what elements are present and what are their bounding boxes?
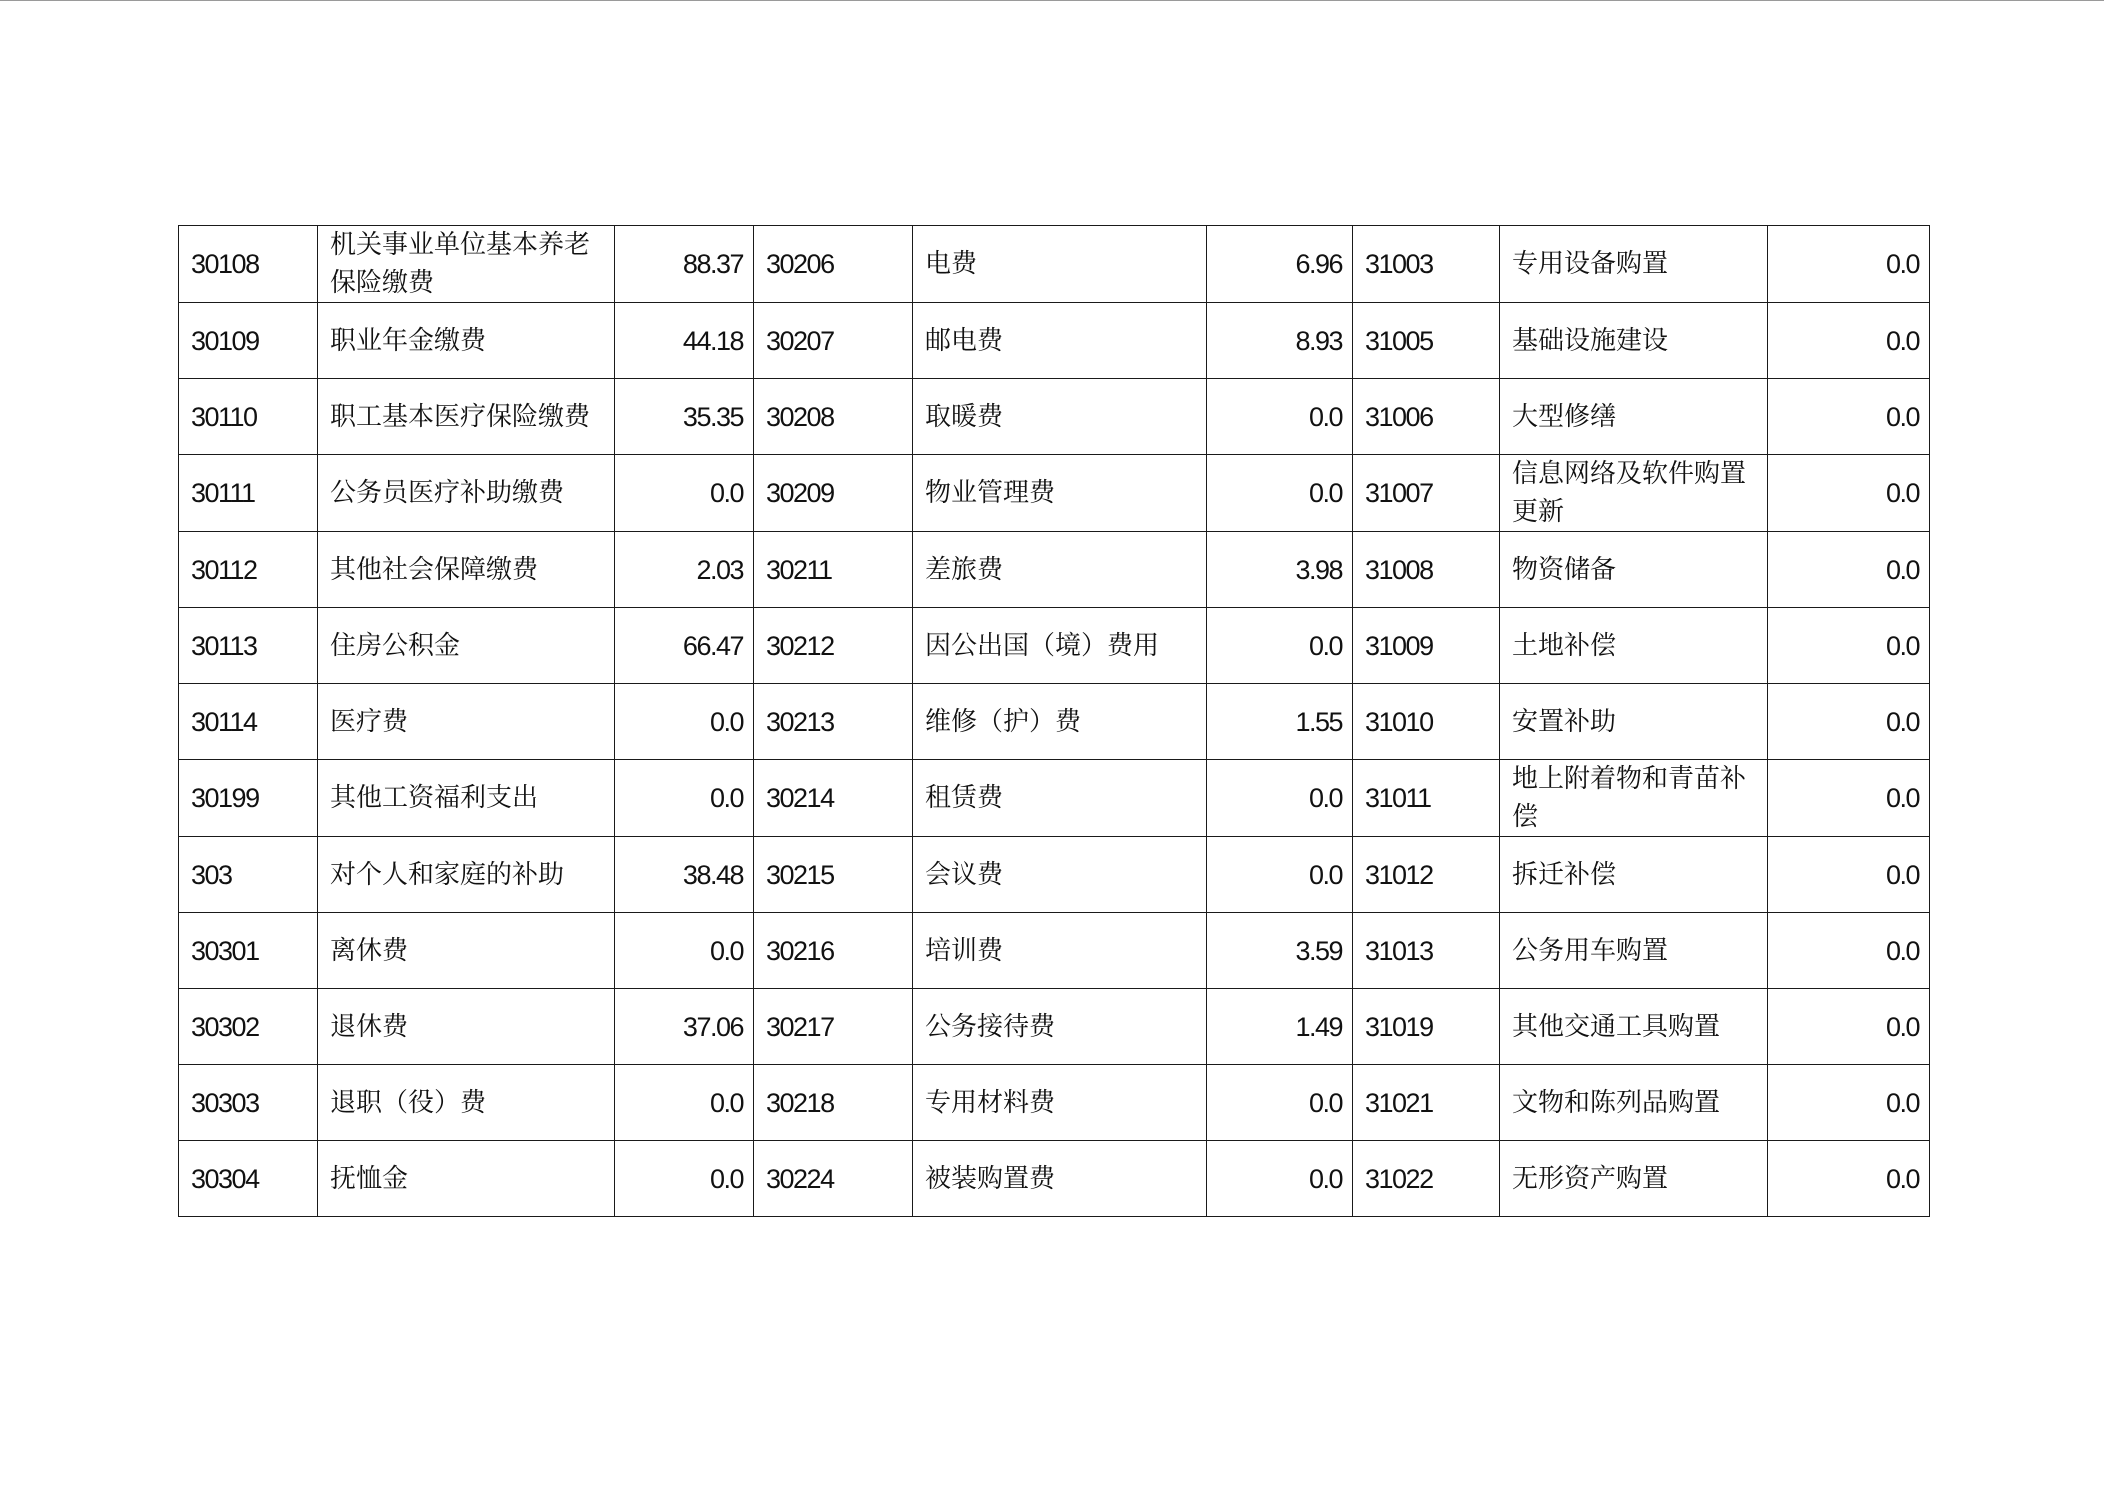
item-amount-cell: 0.0: [1207, 379, 1353, 455]
table-row: [179, 1141, 1930, 1217]
table-row: [179, 455, 1930, 532]
item-amount-cell: 0.0: [615, 913, 754, 989]
item-amount-cell: 35.35: [615, 379, 754, 455]
item-code-cell: 30217: [754, 989, 913, 1065]
item-code-cell: 30109: [179, 303, 318, 379]
item-name-cell: 租赁费: [913, 760, 1207, 837]
table-row: [179, 1065, 1930, 1141]
item-code-cell: 30112: [179, 532, 318, 608]
item-name-cell: 土地补偿: [1500, 608, 1768, 684]
item-name-cell: 公务接待费: [913, 989, 1207, 1065]
item-name-cell: 邮电费: [913, 303, 1207, 379]
item-amount-cell: 0.0: [1768, 913, 1930, 989]
item-amount-cell: 44.18: [615, 303, 754, 379]
item-amount-cell: 0.0: [1768, 1065, 1930, 1141]
item-amount-cell: 0.0: [1768, 684, 1930, 760]
item-amount-cell: 2.03: [615, 532, 754, 608]
item-name-cell: 被装购置费: [913, 1141, 1207, 1217]
table-row: [179, 837, 1930, 913]
item-code-cell: 30113: [179, 608, 318, 684]
item-name-cell: 培训费: [913, 913, 1207, 989]
item-amount-cell: 0.0: [615, 1065, 754, 1141]
item-code-cell: 30208: [754, 379, 913, 455]
item-code-cell: 31013: [1353, 913, 1500, 989]
item-name-cell: 公务用车购置: [1500, 913, 1768, 989]
item-code-cell: 31012: [1353, 837, 1500, 913]
item-code-cell: 31022: [1353, 1141, 1500, 1217]
table-row: [179, 989, 1930, 1065]
page-top-border: [0, 0, 2104, 1]
item-amount-cell: 0.0: [1768, 226, 1930, 303]
item-amount-cell: 0.0: [615, 1141, 754, 1217]
item-name-cell: 因公出国（境）费用: [913, 608, 1207, 684]
item-name-cell: 医疗费: [318, 684, 615, 760]
table-row: [179, 226, 1930, 303]
item-amount-cell: 0.0: [1768, 760, 1930, 837]
item-code-cell: 30110: [179, 379, 318, 455]
item-code-cell: 30215: [754, 837, 913, 913]
item-code-cell: 31010: [1353, 684, 1500, 760]
item-name-cell: 物业管理费: [913, 455, 1207, 532]
table-row: [179, 532, 1930, 608]
item-code-cell: 30304: [179, 1141, 318, 1217]
budget-expenditure-table: [178, 225, 1930, 1217]
item-code-cell: 31011: [1353, 760, 1500, 837]
item-code-cell: 30211: [754, 532, 913, 608]
item-name-cell: 会议费: [913, 837, 1207, 913]
item-amount-cell: 0.0: [1207, 608, 1353, 684]
item-code-cell: 31003: [1353, 226, 1500, 303]
item-name-cell: 文物和陈列品购置: [1500, 1065, 1768, 1141]
item-name-cell: 物资储备: [1500, 532, 1768, 608]
item-amount-cell: 0.0: [1207, 1065, 1353, 1141]
item-name-cell: 对个人和家庭的补助: [318, 837, 615, 913]
item-code-cell: 30213: [754, 684, 913, 760]
item-amount-cell: 0.0: [1768, 303, 1930, 379]
item-amount-cell: 0.0: [1768, 837, 1930, 913]
item-name-cell: 安置补助: [1500, 684, 1768, 760]
item-name-cell: 职业年金缴费: [318, 303, 615, 379]
item-amount-cell: 0.0: [1207, 837, 1353, 913]
item-name-cell: 公务员医疗补助缴费: [318, 455, 615, 532]
item-amount-cell: 0.0: [1207, 1141, 1353, 1217]
item-code-cell: 30224: [754, 1141, 913, 1217]
item-code-cell: 30212: [754, 608, 913, 684]
item-code-cell: 30301: [179, 913, 318, 989]
item-name-cell: 基础设施建设: [1500, 303, 1768, 379]
item-code-cell: 30218: [754, 1065, 913, 1141]
item-name-cell: 拆迁补偿: [1500, 837, 1768, 913]
item-amount-cell: 0.0: [1768, 1141, 1930, 1217]
item-code-cell: 31019: [1353, 989, 1500, 1065]
item-name-cell: 地上附着物和青苗补偿: [1500, 760, 1768, 837]
item-code-cell: 31007: [1353, 455, 1500, 532]
table-row: [179, 303, 1930, 379]
item-amount-cell: 66.47: [615, 608, 754, 684]
item-amount-cell: 0.0: [1768, 608, 1930, 684]
item-name-cell: 退职（役）费: [318, 1065, 615, 1141]
item-name-cell: 职工基本医疗保险缴费: [318, 379, 615, 455]
item-amount-cell: 0.0: [1207, 760, 1353, 837]
item-code-cell: 31005: [1353, 303, 1500, 379]
table-row: [179, 608, 1930, 684]
item-name-cell: 住房公积金: [318, 608, 615, 684]
item-amount-cell: 6.96: [1207, 226, 1353, 303]
item-code-cell: 31008: [1353, 532, 1500, 608]
item-amount-cell: 0.0: [1768, 379, 1930, 455]
item-code-cell: 30302: [179, 989, 318, 1065]
item-name-cell: 专用材料费: [913, 1065, 1207, 1141]
item-amount-cell: 38.48: [615, 837, 754, 913]
item-name-cell: 其他交通工具购置: [1500, 989, 1768, 1065]
item-amount-cell: 0.0: [1768, 455, 1930, 532]
item-code-cell: 30199: [179, 760, 318, 837]
table-body: [179, 226, 1930, 1217]
item-amount-cell: 0.0: [1768, 989, 1930, 1065]
item-code-cell: 303: [179, 837, 318, 913]
item-code-cell: 30111: [179, 455, 318, 532]
item-amount-cell: 3.59: [1207, 913, 1353, 989]
table-row: [179, 379, 1930, 455]
item-name-cell: 无形资产购置: [1500, 1141, 1768, 1217]
item-amount-cell: 1.49: [1207, 989, 1353, 1065]
item-code-cell: 31006: [1353, 379, 1500, 455]
item-code-cell: 30206: [754, 226, 913, 303]
item-name-cell: 维修（护）费: [913, 684, 1207, 760]
item-amount-cell: 0.0: [615, 455, 754, 532]
item-name-cell: 机关事业单位基本养老保险缴费: [318, 226, 615, 303]
item-amount-cell: 3.98: [1207, 532, 1353, 608]
item-name-cell: 电费: [913, 226, 1207, 303]
item-name-cell: 离休费: [318, 913, 615, 989]
item-amount-cell: 0.0: [1768, 532, 1930, 608]
item-name-cell: 大型修缮: [1500, 379, 1768, 455]
item-name-cell: 退休费: [318, 989, 615, 1065]
item-code-cell: 30209: [754, 455, 913, 532]
item-code-cell: 30214: [754, 760, 913, 837]
item-name-cell: 取暖费: [913, 379, 1207, 455]
table-row: [179, 913, 1930, 989]
item-amount-cell: 0.0: [615, 684, 754, 760]
item-code-cell: 31009: [1353, 608, 1500, 684]
item-code-cell: 30207: [754, 303, 913, 379]
item-amount-cell: 0.0: [1207, 455, 1353, 532]
item-name-cell: 专用设备购置: [1500, 226, 1768, 303]
table-row: [179, 760, 1930, 837]
table-row: [179, 684, 1930, 760]
item-amount-cell: 1.55: [1207, 684, 1353, 760]
item-amount-cell: 0.0: [615, 760, 754, 837]
item-amount-cell: 37.06: [615, 989, 754, 1065]
item-name-cell: 抚恤金: [318, 1141, 615, 1217]
item-code-cell: 30114: [179, 684, 318, 760]
item-name-cell: 其他社会保障缴费: [318, 532, 615, 608]
item-name-cell: 差旅费: [913, 532, 1207, 608]
item-amount-cell: 8.93: [1207, 303, 1353, 379]
item-name-cell: 信息网络及软件购置更新: [1500, 455, 1768, 532]
item-code-cell: 30216: [754, 913, 913, 989]
item-code-cell: 31021: [1353, 1065, 1500, 1141]
item-amount-cell: 88.37: [615, 226, 754, 303]
item-name-cell: 其他工资福利支出: [318, 760, 615, 837]
item-code-cell: 30303: [179, 1065, 318, 1141]
item-code-cell: 30108: [179, 226, 318, 303]
